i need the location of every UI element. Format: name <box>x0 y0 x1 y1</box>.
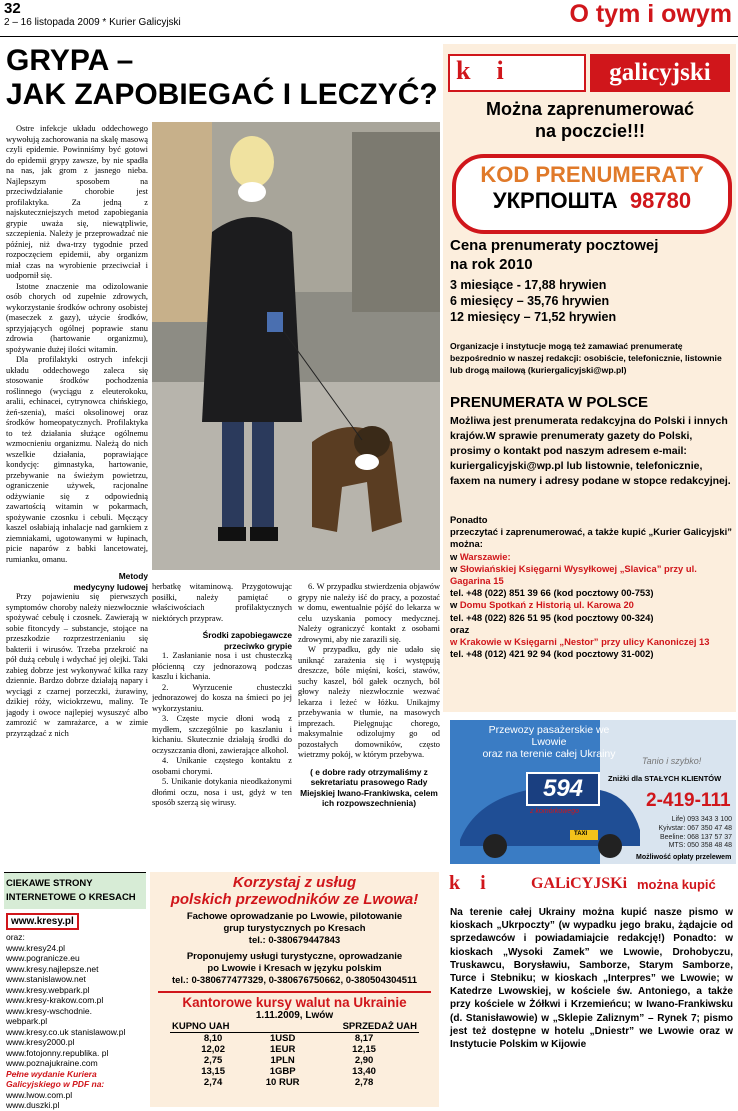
taxi-card-note: Możliwość opłaty przelewem <box>636 854 732 861</box>
site-link[interactable]: www.kresy.co.uk stanislawow.pl <box>6 1026 126 1037</box>
site-link[interactable]: www.kresy.najlepsze.net <box>6 963 99 974</box>
logo-kurier: k i <box>448 54 586 92</box>
where-to-buy-box <box>445 872 736 1107</box>
featured-site-link[interactable]: www.kresy.pl <box>6 913 79 930</box>
guides-offer-2: Proponujemy usługi turystyczne, oprowadzanie po Lwowie i Kresach w języku polskim tel.: 0-380677477329, 0-380676750662, 0-380504304511 <box>171 951 418 986</box>
logo-galicyjski: galicyjski <box>590 54 730 92</box>
organizations-note: Organizacje i instytucje mogą też zamawiać prenumeratę bezpośrednio w naszej redakcji: osobiście, telefonicznie, listownie lub drogą mailową (kuriergalicyjski@wp.pl) <box>450 341 722 375</box>
buy-box-text: Na terenie całej Ukrainy można kupić nasze pismo w kioskach „Ukrpoczty” (w wypadku jego braku, żądajcie od sprzedawców i powiadamiajcie redakcję!) Ponadto: w kioskach „Wysoki Zamek” we Lwowie, Drohobyczu, Truskawcu, Borysławiu, Samborze, Starym Samborze, Turce i Stebniku; w kioskach „Interpres” we Lwowie; w Katedrze Lwowskiej, w kościele św. Antoniego, a także przy kościele w Żółkwi i Krzemieńcu; w Iwano-Frankiwsku (d. Stanisławowie) w „Sklepie Zaliznym” – Rynek 7; pismo jest też dostępne w hotelu „Dniestr” we Lwowie oraz w Instytucie Polskim w Kijowie <box>450 907 733 1051</box>
site-link[interactable]: www.duszki.pl <box>6 1100 60 1110</box>
distribution-list: Ponadto przeczytać i zaprenumerować, a także kupić „Kurier Galicyjski” można: w Warszawie: w Słowiańskiej Księgarni Wysyłkowej „Slavica” przy ul. Gagarina 15 tel. +48 (022) 851 39 66 (kod pocztowy 00-753) w Domu Spotkań z Historią ul. Karowa 20 tel. +48 (022) 826 51 95 (kod pocztowy 00-324) oraz w Krakowie w Księgarni „Nestor” przy ulicy Kanoniczej 13 tel. +48 (012) 421 92 94 (kod pocztowy 31-002) <box>450 514 732 660</box>
poland-text: Możliwa jest prenumerata redakcyjna do Polski i innych krajów.W sprawie prenumeraty gazety do Polski, prosimy o kontakt pod naszym adresem e-mail: kuriergalicyjski@wp.pl lub listownie, telefonicznie, faxem na numery i adresy podane w stopce redakcyjnej. <box>450 415 731 487</box>
price-list <box>450 277 732 325</box>
rate-row: 2,74 10 RUR 2,78 <box>203 1077 374 1088</box>
websites-title: CIEKAWE STRONY INTERNETOWE O KRESACH <box>4 873 146 909</box>
article-column-3: 6. W przypadku stwierdzenia objawów grypy nie należy iść do pracy, a pozostać w domu, ewentualnie pójść do lekarza w celu uzyskania pomocy medycznej. Należy ograniczyć kontakt z osobami zdrowymi, aby nie zarazili się. W przypadku, gdy nie udało się uniknąć zarażenia się i występują dreszcze, bóle mięśni, kości, stawów, suchy kaszel, ból gałek ocznych, ból głowy należy niezwłocznie wezwać lekarza i leżeć w łóżku. Unikajmy przebywania w tłumie, na masowych imprezach. Pielęgnując chorego, maksymalnie odizolujmy go od pozostałych domowników, często wietrzmy pokój, w którym przebywa. ( e dobre rady otrzymaliśmy z sekretariatu prasowego Rady Miejskiej Iwano-Frankiwska, celem ich rozpowszechnienia) <box>298 582 440 808</box>
taxi-short-number: 594 <box>526 772 600 806</box>
price-item: 12 miesięcy – 71,52 hrywien <box>450 310 617 324</box>
issue-date: 2 – 16 listopada 2009 * Kurier Galicyjski <box>4 17 181 28</box>
sites-oraz: oraz: <box>6 932 25 942</box>
guides-and-rates <box>150 872 439 1107</box>
taxi-slogan-main: Przewozy pasażerskie we Lwowie oraz na terenie całej Ukrainy <box>482 724 616 760</box>
site-link[interactable]: www.stanislawow.net <box>6 974 86 984</box>
site-link[interactable]: webpark.pl <box>6 1016 48 1026</box>
rate-row: 2,75 1PLN 2,90 <box>203 1055 374 1066</box>
price-item: 3 miesiące - 17,88 hrywien <box>450 278 607 292</box>
article-column-2: herbatkę witaminową. Przygotowując posiłki, należy pamiętać o właściwościach profilaktycznych niektórych przypraw. Środki zapobiegawcze przeciwko grypie 1. Zasłanianie nosa i ust chusteczką płócienną czy jednorazową podczas kaszlu i kichania. 2. Wyrzucenie chusteczki jednorazowej do kosza na śmieci po jej wykorzystaniu. 3. Częste mycie dłoni wodą z mydłem, szczególnie po kaszlaniu i kichaniu. Skutecznie działają środki do oczyszczania dłoni, zawierające alkohol. 4. Unikanie częstego kontaktu z osobami chorymi. 5. Unikanie dotykania nieodkażonymi dłońmi oczu, nosa i ust, gdyż w ten sposób szerzą się wirusy. <box>152 582 292 807</box>
article-title: GRYPA – JAK ZAPOBIEGAĆ I LECZYĆ? <box>6 44 438 111</box>
section-title: O tym i owym <box>569 0 732 28</box>
subscription-headline: Można zaprenumerować na poczcie!!! <box>485 99 695 141</box>
price-item: 6 miesięcy – 35,76 hrywien <box>450 294 610 308</box>
rate-row: 12,02 1EUR 12,15 <box>201 1044 376 1055</box>
site-link[interactable]: www.lwow.com.pl <box>6 1089 73 1100</box>
taxi-mobile-label: z komórkowego <box>530 808 580 815</box>
taxi-phone: 2-419-111 <box>646 790 731 811</box>
taxi-mobile-numbers: Life) 093 343 3 100 Kyivstar: 067 350 47 48 Beeline: 068 137 57 37 MTS: 050 358 48 48 <box>658 816 732 850</box>
site-link[interactable]: www.poznajukraine.com <box>6 1058 98 1068</box>
guides-offer-1: Fachowe oprowadzanie po Lwowie, pilotowanie grup turystycznych po Kresach tel.: 0-380679447843 <box>186 911 403 946</box>
taxi-discount: Zniżki dla STAŁYCH KLIENTÓW <box>608 774 722 783</box>
site-link[interactable]: www.kresy-wschodnie. <box>6 1005 92 1016</box>
subheading-prevention: Środki zapobiegawcze przeciwko grypie <box>202 630 292 651</box>
paper-name: Kurier Galicyjski <box>109 17 181 28</box>
rates-date: 1.11.2009, Lwów <box>255 1010 334 1021</box>
site-link[interactable]: www.pogranicze.eu <box>6 953 80 963</box>
article-photo <box>152 122 440 570</box>
rate-row: 8,10 1USD 8,17 <box>203 1033 374 1044</box>
websites-box <box>4 872 146 1108</box>
rates-title: Kantorowe kursy walut na Ukrainie <box>182 995 407 1010</box>
price-title: Cena prenumeraty pocztowej na rok 2010 <box>450 237 659 273</box>
site-link[interactable]: www.kresy-krakow.com.pl <box>6 995 104 1005</box>
subscription-code-box <box>452 154 732 234</box>
site-link[interactable]: www.kresy.webpark.pl <box>6 984 90 995</box>
rate-row: 13,15 1GBP 13,40 <box>201 1066 376 1077</box>
buy-box-header: k i GALiCYJSKi można kupić <box>449 872 716 894</box>
taxi-advertisement <box>450 720 736 864</box>
code-label: KOD PRENUMERATY <box>480 162 704 187</box>
site-link[interactable]: www.kresy24.pl <box>6 942 66 953</box>
taxi-sign: TAXI <box>574 831 588 837</box>
pdf-note: Pełne wydanie Kuriera Galicyjskiego w PDF na: <box>6 1068 105 1089</box>
page-number: 32 <box>4 0 21 17</box>
subheading-folk-medicine: Metody medycyny ludowej <box>73 571 148 592</box>
taxi-tagline: Tanio i szybko! <box>642 756 702 766</box>
article-source-note: ( e dobre rady otrzymaliśmy z sekretariatu prasowego Rady Miejskiej Iwano-Frankiwska, celem ich rozpowszechnienia) <box>300 766 438 808</box>
site-link[interactable]: www.kresy2000.pl <box>6 1037 75 1047</box>
code-value: УКРПОШТА 98780 <box>492 188 692 213</box>
guides-title: Korzystaj z usług polskich przewodników ze Lwowa! <box>170 874 419 908</box>
rates-table: KUPNO UAH SPRZEDAŻ UAH 8,10 1USD 8,17 12,02 1EUR 12,15 2,75 1PLN 2,90 13,15 1GBP 13,40 2,74 10 RUR 2,78 <box>172 1021 417 1088</box>
article-column-1: Ostre infekcje układu oddechowego wywołują zachorowania na skalę masową czyli epidemie. Powinniśmy być gotowi do epidemii grypy zawsze, by nie spadła na nas, jak grom z jasnego nieba. Najlepszym sposobem na przeciwdziałanie chorobie jest profilaktyka. Za jedną z najskuteczniejszych metod zapobiegania grypie uważa się, niewątpliwie, szczepienia. Należy je przeprowadzać nie później, niż dwa-trzy tygodnie przed rozpoczęciem epidemii, aby organizm miał czas na wyrobienie przeciwciał i uodpornił się. Istotne znaczenie ma odizolowanie osób chorych od zupełnie zdrowych, wykorzystanie środków ochrony osobistej (maseczek z gazy), użycie środków, sprzyjających ogólnej poprawie stanu zdrowia (hartowanie organizmu), spożywanie dużej ilości witamin. Dla profilaktyki ostrych infekcji układu oddechowego zaleca się stosowanie środków pochodzenia roślinnego (wyciągu z eleuterokoku, aralii, echinacei, cytrynowca chińskiego, żeń-szenia), maści oksolinowej oraz środków homeopatycznych. Profilaktyka to też działania służące ogólnemu wzmocnieniu organizmu. Należą do nich wszelkie działania, poprawiające kondycję: gimnastyka, hartowanie, przebywanie na świeżym powietrzu, ograniczenie używek, racjonalne odżywianie się z odpowiednią zawartością witamin w pokarmach, spożywanie czosnku i cebuli. Męczący kaszel osłabiają inhalacje nad garnkiem z ziemniakami, ugotowanymi w łupinach, picie naparów z babki lancetowatej, rumianku, omanu. Metody medycyny ludowej Przy pojawieniu się pierwszych symptomów choroby należy niezwłocznie spożywać cebulę i czosnek. Zawierają w sobie fitoncydy – substancje, stojące na przeszkodzie rozprzestrzenianiu się bakterii i wirusów. Trzeba przekroić na pół dużą cebulę i wdychać jej olejki. Taki zabieg dobrze jest wykonywać kilka razy dziennie. Bardzo dobrze działają napary i wyciągi z czarnej porzeczki, żurawiny, dzikiej róży, wiciokrzewu, maliny. Te jagody i owoce najlepiej wysuszyć albo zamrozić w zamrażarce, a w zimie przyrządzać z nich <box>6 124 148 738</box>
site-link[interactable]: www.fotojonny.republika. pl <box>6 1047 109 1058</box>
poland-title: PRENUMERATA W POLSCE <box>450 394 649 411</box>
